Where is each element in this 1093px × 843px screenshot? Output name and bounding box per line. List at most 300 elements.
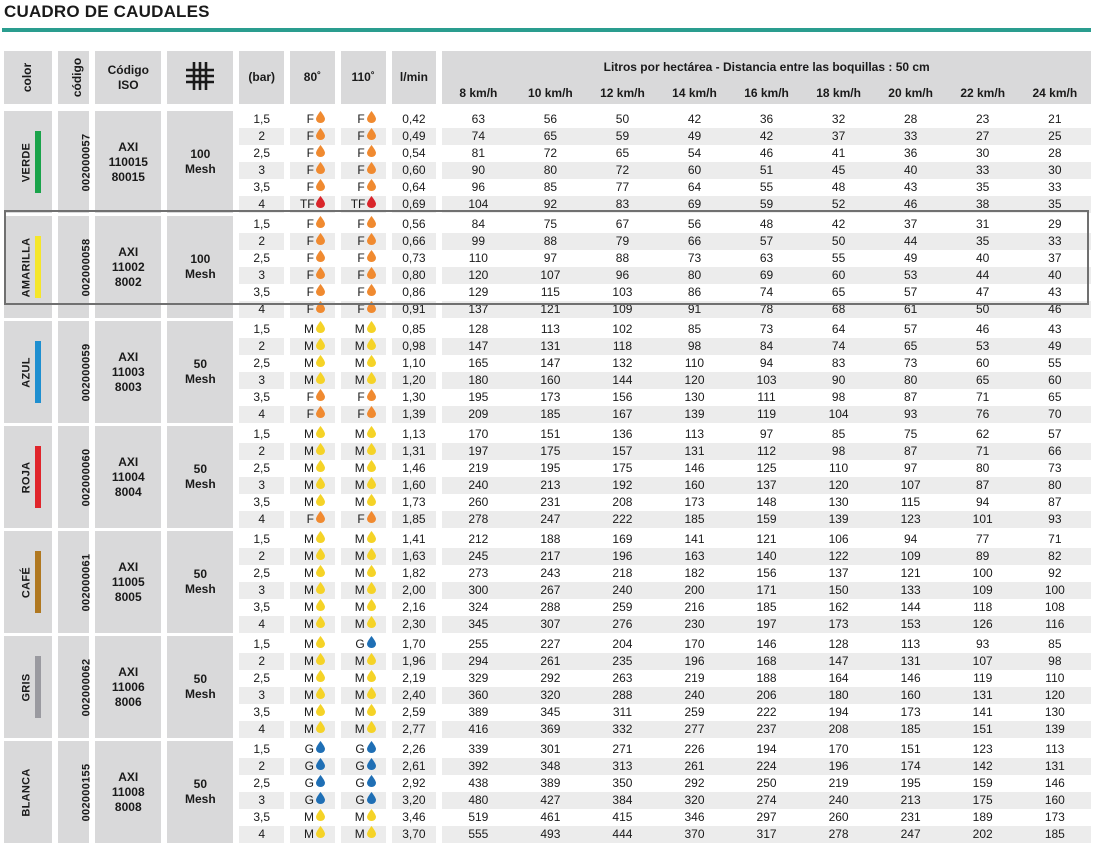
lph-value-cell: 415 (612, 810, 633, 824)
flow-lmin-cell: 1,85 (392, 511, 437, 528)
lph-value-cell: 43 (1048, 285, 1062, 299)
lph-value-cell: 112 (731, 443, 803, 460)
lph-value-cell: 139 (658, 406, 730, 423)
lph-value-cell: 218 (612, 566, 633, 580)
iso-code-line: AXI (118, 664, 139, 679)
droplet-icon (367, 582, 376, 599)
lph-value-cell: 88 (514, 233, 586, 250)
droplet-cell (341, 216, 386, 233)
droplet-code: F (306, 512, 314, 526)
lph-value-cell: 49 (658, 128, 730, 145)
lph-value-cell: 65 (831, 285, 846, 299)
lph-value-cell: 55 (831, 251, 846, 265)
color-cell (4, 216, 52, 318)
flow-lmin-cell: 3,46 (402, 810, 426, 824)
lph-value-cell: 123 (875, 511, 947, 528)
lph-value-cell: 110 (829, 461, 849, 475)
lph-value-cell: 103 (612, 285, 633, 299)
pressure-cell: 1,5 (253, 742, 271, 756)
droplet-icon (367, 145, 376, 162)
lph-value-cell: 120 (803, 477, 875, 494)
lph-value-cell: 339 (468, 742, 489, 756)
lph-value-cell: 96 (586, 267, 658, 284)
droplet-icon (316, 548, 325, 565)
droplet-cell (341, 511, 386, 528)
lph-value-cell: 104 (803, 406, 875, 423)
lph-value-cell: 63 (759, 251, 774, 265)
droplet-cell (341, 250, 386, 267)
lph-value-cell: 74 (803, 338, 875, 355)
droplet-code: M (354, 444, 365, 458)
iso-code-line: 11004 (111, 469, 145, 484)
droplet-cell (341, 758, 386, 775)
lph-value-cell: 240 (803, 792, 875, 809)
droplet-code: F (306, 217, 314, 231)
lph-value-cell: 62 (976, 427, 990, 441)
droplet-cell (290, 826, 335, 843)
lph-value-cell: 131 (658, 443, 730, 460)
lph-value-cell: 311 (612, 705, 633, 719)
lph-value-cell: 369 (514, 721, 586, 738)
droplet-icon (316, 389, 325, 406)
droplet-icon (316, 582, 325, 599)
droplet-icon (367, 653, 376, 670)
lph-value-cell: 93 (875, 406, 947, 423)
header-lph: Litros por hectárea - Distancia entre las boquillas : 50 cm (442, 51, 1091, 83)
pressure-cell: 2,5 (253, 461, 271, 475)
lph-value-cell: 41 (831, 146, 846, 160)
droplet-icon (367, 687, 376, 704)
droplet-code: M (303, 583, 314, 597)
droplet-icon (367, 250, 376, 267)
flow-lmin-cell: 0,42 (402, 112, 426, 126)
lph-value-cell: 175 (947, 792, 1019, 809)
lph-value-cell: 461 (540, 810, 561, 824)
lph-value-cell: 195 (540, 461, 561, 475)
droplet-code: M (354, 600, 365, 614)
mesh-line: Mesh (184, 582, 216, 596)
lph-value-cell: 151 (540, 427, 561, 441)
droplet-cell (341, 565, 386, 582)
droplet-code: M (303, 566, 314, 580)
droplet-code: M (303, 532, 314, 546)
lph-value-cell: 277 (658, 721, 730, 738)
lph-value-cell: 47 (976, 285, 990, 299)
lph-value-cell: 72 (586, 162, 658, 179)
color-bar (35, 551, 41, 613)
droplet-code: F (357, 112, 365, 126)
droplet-cell (341, 301, 386, 318)
lph-value-cell: 137 (828, 566, 849, 580)
droplet-cell (290, 162, 335, 179)
droplet-code: F (306, 129, 314, 143)
pressure-cell: 3 (239, 372, 284, 389)
droplet-code: M (354, 549, 365, 563)
lph-value-cell: 73 (759, 322, 774, 336)
pressure-cell: 1,5 (253, 637, 271, 651)
droplet-code: F (306, 285, 314, 299)
droplet-icon (367, 179, 376, 196)
lph-value-cell: 200 (658, 582, 730, 599)
droplet-icon (316, 250, 325, 267)
lph-value-cell: 222 (586, 511, 658, 528)
mesh-cell (167, 531, 233, 633)
droplet-code: F (357, 407, 365, 421)
pressure-cell: 3,5 (253, 390, 271, 404)
lph-value-cell: 70 (1019, 406, 1091, 423)
header-speed: 24 km/h (1019, 83, 1091, 104)
lph-value-cell: 231 (540, 495, 561, 509)
lph-value-cell: 150 (803, 582, 875, 599)
lph-value-cell: 196 (586, 548, 658, 565)
lph-value-cell: 35 (976, 180, 990, 194)
droplet-cell (341, 389, 386, 406)
lph-value-cell: 173 (684, 495, 705, 509)
droplet-code: M (354, 583, 365, 597)
droplet-code: M (303, 617, 314, 631)
droplet-cell (290, 372, 335, 389)
code-cell (58, 216, 93, 318)
droplet-cell (290, 531, 335, 548)
droplet-cell (341, 355, 386, 372)
lph-value-cell: 122 (803, 548, 875, 565)
table-row (4, 636, 1091, 653)
lph-value-cell: 33 (1019, 233, 1091, 250)
lph-value-cell: 110 (468, 251, 488, 265)
lph-value-cell: 194 (828, 705, 849, 719)
droplet-cell (290, 687, 335, 704)
flow-lmin-cell: 2,77 (392, 721, 437, 738)
lph-value-cell: 37 (1048, 251, 1062, 265)
pressure-cell: 4 (239, 301, 284, 318)
lph-value-cell: 59 (731, 196, 803, 213)
lph-value-cell: 245 (442, 548, 514, 565)
droplet-cell (290, 216, 335, 233)
lph-value-cell: 332 (586, 721, 658, 738)
droplet-icon (316, 128, 325, 145)
droplet-cell (341, 111, 386, 128)
lph-value-cell: 292 (540, 671, 561, 685)
iso-code-line: 8005 (114, 589, 142, 604)
mesh-cell (167, 426, 233, 528)
lph-value-cell: 195 (900, 776, 921, 790)
lph-value-cell: 121 (900, 566, 921, 580)
flow-lmin-cell: 0,66 (392, 233, 437, 250)
droplet-cell (341, 406, 386, 423)
lph-value-cell: 92 (1048, 566, 1062, 580)
droplet-cell (341, 599, 386, 616)
lph-value-cell: 160 (658, 477, 730, 494)
lph-value-cell: 21 (1048, 112, 1062, 126)
droplet-code: M (303, 688, 314, 702)
droplet-cell (341, 616, 386, 633)
lph-value-cell: 119 (731, 406, 803, 423)
droplet-icon (367, 809, 376, 826)
lph-value-cell: 110 (684, 356, 705, 370)
droplet-code: M (303, 339, 314, 353)
droplet-cell (290, 145, 335, 162)
lph-value-cell: 38 (947, 196, 1019, 213)
lph-value-cell: 65 (514, 128, 586, 145)
product-code: 002000058 (80, 238, 93, 297)
iso-code-line: AXI (118, 454, 139, 469)
lph-value-cell: 90 (442, 162, 514, 179)
header-speed: 14 km/h (658, 83, 730, 104)
droplet-cell (290, 582, 335, 599)
lph-value-cell: 260 (828, 810, 849, 824)
iso-code-line: 11002 (111, 259, 145, 274)
color-name: VERDE (20, 142, 33, 183)
lph-value-cell: 31 (976, 217, 990, 231)
lph-value-cell: 324 (468, 600, 489, 614)
lph-value-cell: 65 (875, 338, 947, 355)
table-row (4, 426, 1091, 443)
droplet-code: M (303, 549, 314, 563)
lph-value-cell: 360 (442, 687, 514, 704)
lph-value-cell: 389 (540, 776, 561, 790)
color-bar (35, 236, 41, 298)
lph-value-cell: 147 (442, 338, 514, 355)
lph-value-cell: 227 (540, 637, 561, 651)
lph-value-cell: 61 (875, 301, 947, 318)
droplet-code: F (357, 302, 365, 316)
lph-value-cell: 173 (1044, 810, 1065, 824)
droplet-icon (316, 775, 325, 792)
lph-value-cell: 80 (875, 372, 947, 389)
lph-value-cell: 350 (612, 776, 633, 790)
lph-value-cell: 113 (1045, 742, 1065, 756)
lph-value-cell: 97 (543, 251, 558, 265)
lph-value-cell: 77 (976, 532, 990, 546)
droplet-icon (367, 389, 376, 406)
iso-code-line: 11003 (111, 364, 145, 379)
flow-lmin-cell: 1,46 (402, 461, 426, 475)
lph-value-cell: 57 (731, 233, 803, 250)
lph-value-cell: 160 (1019, 792, 1091, 809)
lph-value-cell: 240 (586, 582, 658, 599)
droplet-cell (341, 721, 386, 738)
flow-lmin-cell: 0,64 (402, 180, 426, 194)
droplet-icon (367, 758, 376, 775)
droplet-icon (367, 826, 376, 843)
droplet-cell (341, 284, 386, 301)
lph-value-cell: 261 (658, 758, 730, 775)
droplet-code: M (303, 373, 314, 387)
lph-value-cell: 42 (687, 112, 702, 126)
droplet-cell (341, 792, 386, 809)
flow-lmin-cell: 1,41 (402, 532, 426, 546)
lph-value-cell: 100 (1019, 582, 1091, 599)
iso-code-line: AXI (118, 559, 139, 574)
droplet-icon (367, 233, 376, 250)
droplet-code: M (303, 495, 314, 509)
lph-value-cell: 165 (468, 356, 489, 370)
droplet-icon (367, 267, 376, 284)
lph-value-cell: 92 (514, 196, 586, 213)
droplet-cell (290, 670, 335, 687)
pressure-cell: 3 (239, 162, 284, 179)
lph-value-cell: 151 (947, 721, 1019, 738)
lph-value-cell: 109 (947, 582, 1019, 599)
droplet-icon (316, 477, 325, 494)
lph-value-cell: 167 (586, 406, 658, 423)
droplet-icon (316, 687, 325, 704)
lph-value-cell: 56 (543, 112, 558, 126)
lph-value-cell: 217 (514, 548, 586, 565)
lph-value-cell: 87 (1048, 495, 1062, 509)
mesh-line: Mesh (184, 267, 216, 281)
lph-value-cell: 192 (586, 477, 658, 494)
lph-value-cell: 519 (468, 810, 489, 824)
color-name: AMARILLA (20, 237, 33, 298)
droplet-icon (367, 636, 376, 653)
pressure-cell: 2 (239, 758, 284, 775)
iso-code-line: 8006 (114, 694, 142, 709)
lph-value-cell: 240 (442, 477, 514, 494)
table-row (4, 741, 1091, 758)
droplet-cell (290, 321, 335, 338)
lph-value-cell: 261 (514, 653, 586, 670)
pressure-cell: 2 (239, 443, 284, 460)
lph-value-cell: 130 (828, 495, 849, 509)
droplet-icon (367, 565, 376, 582)
droplet-cell (341, 338, 386, 355)
droplet-cell (341, 582, 386, 599)
mesh-cell (167, 741, 233, 843)
lph-value-cell: 163 (658, 548, 730, 565)
droplet-code: M (354, 827, 365, 841)
lph-value-cell: 96 (471, 180, 486, 194)
lph-value-cell: 216 (684, 600, 705, 614)
lph-value-cell: 46 (976, 322, 990, 336)
droplet-cell (290, 775, 335, 792)
lph-value-cell: 147 (803, 653, 875, 670)
lph-value-cell: 185 (514, 406, 586, 423)
droplet-code: G (304, 776, 314, 790)
pressure-cell: 4 (239, 196, 284, 213)
lph-value-cell: 98 (831, 390, 846, 404)
lph-value-cell: 230 (658, 616, 730, 633)
droplet-icon (367, 443, 376, 460)
flow-lmin-cell: 1,10 (402, 356, 426, 370)
lph-value-cell: 173 (900, 705, 921, 719)
lph-value-cell: 139 (803, 511, 875, 528)
lph-value-cell: 175 (514, 443, 586, 460)
lph-value-cell: 48 (759, 217, 774, 231)
droplet-icon (367, 128, 376, 145)
droplet-icon (316, 162, 325, 179)
lph-value-cell: 74 (759, 285, 774, 299)
droplet-cell (290, 338, 335, 355)
droplet-code: F (306, 163, 314, 177)
lph-value-cell: 33 (1048, 180, 1062, 194)
droplet-icon (316, 758, 325, 775)
flow-lmin-cell: 3,20 (392, 792, 437, 809)
lph-value-cell: 182 (684, 566, 705, 580)
droplet-icon (316, 531, 325, 548)
lph-value-cell: 162 (828, 600, 849, 614)
lph-value-cell: 53 (947, 338, 1019, 355)
droplet-code: F (357, 390, 365, 404)
lph-value-cell: 219 (684, 671, 705, 685)
lph-value-cell: 91 (658, 301, 730, 318)
droplet-cell (290, 443, 335, 460)
pressure-cell: 2,5 (253, 776, 271, 790)
droplet-code: M (354, 478, 365, 492)
lph-value-cell: 278 (803, 826, 875, 843)
iso-code-line: AXI (118, 349, 139, 364)
lph-value-cell: 188 (756, 671, 777, 685)
lph-value-cell: 109 (875, 548, 947, 565)
droplet-icon (316, 616, 325, 633)
droplet-icon (316, 284, 325, 301)
lph-value-cell: 438 (468, 776, 489, 790)
droplet-code: TF (350, 197, 366, 211)
lph-value-cell: 194 (756, 742, 777, 756)
droplet-icon (367, 741, 376, 758)
lph-value-cell: 42 (831, 217, 846, 231)
flow-lmin-cell: 1,63 (392, 548, 437, 565)
droplet-code: F (306, 180, 314, 194)
lph-value-cell: 235 (586, 653, 658, 670)
droplet-code: F (357, 129, 365, 143)
mesh-line: Mesh (184, 372, 216, 386)
iso-code-line: AXI (118, 244, 139, 259)
lph-value-cell: 82 (1019, 548, 1091, 565)
lph-value-cell: 65 (1048, 390, 1062, 404)
lph-value-cell: 204 (612, 637, 633, 651)
pressure-cell: 3,5 (253, 495, 271, 509)
lph-value-cell: 107 (875, 477, 947, 494)
lph-value-cell: 195 (468, 390, 489, 404)
lph-value-cell: 444 (586, 826, 658, 843)
lph-value-cell: 48 (831, 180, 846, 194)
lph-value-cell: 320 (514, 687, 586, 704)
lph-value-cell: 71 (976, 390, 990, 404)
lph-value-cell: 197 (442, 443, 514, 460)
lph-value-cell: 59 (586, 128, 658, 145)
color-bar (35, 656, 41, 718)
lph-value-cell: 144 (900, 600, 921, 614)
flow-lmin-cell: 1,73 (402, 495, 426, 509)
lph-value-cell: 36 (759, 112, 774, 126)
color-bar (35, 131, 41, 193)
droplet-cell (290, 494, 335, 511)
droplet-code: M (303, 810, 314, 824)
droplet-icon (316, 494, 325, 511)
code-cell (58, 426, 93, 528)
lph-value-cell: 208 (803, 721, 875, 738)
droplet-code: G (355, 793, 365, 807)
droplet-code: F (357, 163, 365, 177)
droplet-cell (290, 179, 335, 196)
droplet-icon (316, 653, 325, 670)
lph-value-cell: 119 (973, 671, 993, 685)
lph-value-cell: 85 (831, 427, 846, 441)
lph-value-cell: 104 (442, 196, 514, 213)
lph-value-cell: 276 (586, 616, 658, 633)
lph-value-cell: 240 (658, 687, 730, 704)
lph-value-cell: 57 (903, 285, 918, 299)
lph-value-cell: 130 (684, 390, 705, 404)
lph-value-cell: 131 (1019, 758, 1091, 775)
droplet-icon (316, 196, 325, 213)
table-row (4, 531, 1091, 548)
color-bar (35, 446, 41, 508)
lph-value-cell: 263 (612, 671, 633, 685)
lph-value-cell: 206 (731, 687, 803, 704)
lph-value-cell: 141 (972, 705, 993, 719)
